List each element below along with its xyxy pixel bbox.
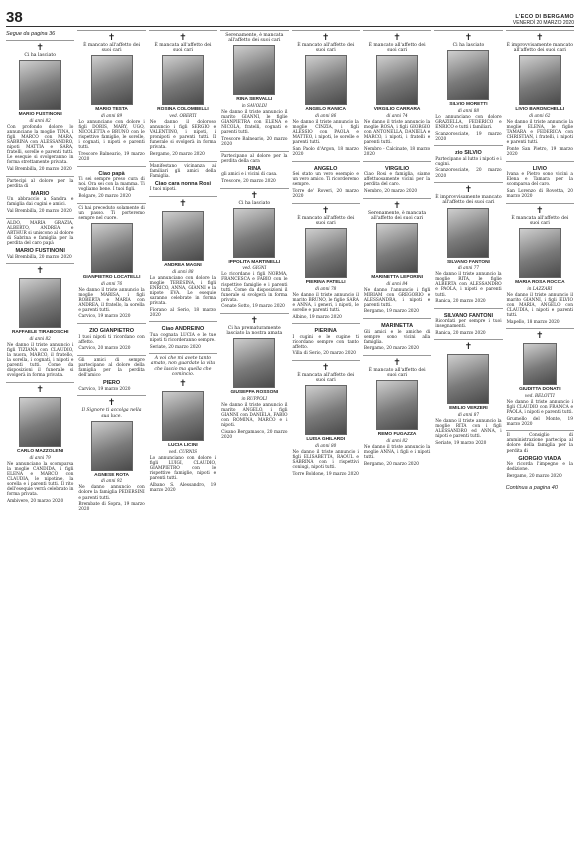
obituary-notice	[6, 263, 74, 382]
column-8	[506, 30, 574, 838]
deceased-name: GIUDITTA DONATI	[519, 387, 561, 393]
deceased-name: MARIO TESTA	[95, 107, 128, 113]
notice-place-date: Villa di Serio, 20 marzo 2020	[292, 351, 356, 357]
cross-icon: ✝	[179, 378, 187, 389]
cross-icon: ✝	[464, 342, 473, 353]
cross-icon: ✝	[393, 357, 401, 368]
deceased-age: di anni 80	[315, 442, 337, 448]
cross-icon: ✝	[321, 33, 330, 43]
notice-text: Un abbraccio a Sandra e famiglia dai cugini e amici.	[7, 197, 74, 208]
deceased-name: VIRGILIO CARRARA	[373, 107, 421, 113]
notice-intro: Ci ha prematuramente lasciato la nostra amata	[226, 325, 283, 337]
portrait-photo	[305, 55, 347, 105]
portrait-photo	[447, 208, 489, 258]
notice-place-date: Seriate, 19 marzo 2020	[435, 440, 487, 446]
condolence-notice	[292, 161, 360, 203]
deceased-age: di anni 82	[29, 335, 51, 341]
notice-body: Ne danno il doloroso annuncio i figli SERGIO e VALENTINO, i nipoti, i pronipoti e parenti tutti. Il funerale si svolgerà in forma privata.	[149, 120, 217, 151]
notice-intro: È mancato all'affetto dei suoi cari	[297, 43, 355, 54]
deceased-name: GIORGIO VIADA	[518, 455, 562, 462]
cross-icon: ✝	[36, 43, 44, 53]
notice-body: Lo annunciano con dolore i figli DORIS, MARY, UGO, NICOLETTA e BRUNO con le rispettive famiglie, le sorelle, i cognati, i nipoti e parenti tutti.	[78, 120, 145, 151]
notice-intro: È mancata all'affetto dei suoi cari	[511, 215, 569, 226]
notice-heading: Ciao cara nonna Rosi	[154, 180, 212, 187]
notice-place-date: Fiorano al Serio, 18 marzo 2020	[149, 307, 217, 318]
deceased-name: ANDREA MAGNI	[164, 263, 202, 269]
cross-icon: ✝	[179, 199, 187, 210]
cross-icon: ✝	[464, 185, 473, 196]
notice-intro: È mancato all'affetto dei suoi cari	[83, 43, 141, 54]
portrait-photo	[19, 397, 61, 447]
column-6	[363, 30, 431, 838]
obituary-notice	[77, 395, 145, 515]
deceased-name: RINA SERVALLI	[236, 97, 273, 103]
deceased-age: ved. OBERTI	[169, 113, 197, 118]
portrait-photo	[91, 223, 133, 273]
portrait-photo	[91, 55, 133, 105]
deceased-name: LIVIO BARONCHELLI	[515, 107, 565, 113]
obituary-notice	[77, 203, 145, 323]
notice-place-date: Nembro - Calcinate, 18 marzo 2020	[363, 146, 431, 158]
portrait-photo	[233, 208, 275, 258]
deceased-name: GIUSEPPA ROSSONI	[230, 390, 279, 396]
condolence-notice	[292, 323, 360, 360]
notice-body: Con profondo dolore lo annunciano la moglie TINA, i figli MARCO con MARA, SABRINA con ALESSANDRO, nipoti MATTIA e SARA, fratelli, sorelle e parenti tutti. Le esequie si svolgeranno in forma strettamente privata.	[7, 124, 74, 166]
deceased-age: di anni 87	[457, 412, 480, 418]
deceased-name: ROSINA COLOMBELLI	[157, 107, 209, 113]
column-3	[149, 30, 217, 838]
notice-body: I tuoi nipoti ti ricordano con affetto.	[78, 334, 145, 345]
condolence-notice	[220, 151, 288, 188]
notice-intro: È mancata all'affetto dei suoi cari	[297, 372, 355, 384]
deceased-name: ANGELO RANICA	[305, 107, 346, 113]
deceased-age: di anni 86	[315, 113, 337, 118]
notice-body: Gli amici e le amiche di sempre sono vicini alla famiglia.	[363, 329, 431, 345]
notice-body: Lo annunciano con dolore la moglie TERESINA, i figli ENRICO, ANNA, GIANNI e la nipote EVA. Le esequie saranno celebrate in forma privata.	[149, 275, 217, 307]
cross-icon: ✝	[36, 266, 44, 277]
obituary-notice	[149, 196, 217, 321]
notice-place-date: Nembro, 20 marzo 2020	[363, 188, 418, 194]
condolence-notice	[6, 218, 74, 264]
deceased-age: di anni 82	[29, 117, 51, 123]
deceased-age: di anni 62	[529, 113, 551, 118]
portrait-photo	[162, 211, 204, 261]
notice-body: Ciao Rosi e famiglia, siamo affettuosamente vicini per la perdita del caro.	[363, 172, 431, 188]
masthead	[6, 4, 574, 27]
obituary-notice	[363, 355, 431, 470]
deceased-name: AGNESE ROTA	[94, 472, 129, 478]
obituary-notice	[363, 198, 431, 318]
notice-place-date: Carvico, 19 marzo 2020	[78, 386, 131, 392]
deceased-name: Ciao ANDREINO	[161, 326, 205, 333]
deceased-age: ved. CURNIS	[168, 448, 198, 454]
portrait-photo	[162, 55, 204, 105]
deceased-name: zio SILVIO	[455, 150, 482, 157]
portrait-photo	[162, 391, 204, 441]
notice-body: Ne danno il triste annuncio la moglie CINZIA, i figli ALESSIO con PAOLA e MATTEO, i nipoti, le sorelle e parenti tutti.	[292, 120, 359, 146]
obituary-notice	[149, 30, 217, 161]
notice-place-date: Val Brembilla, 20 marzo 2020	[7, 167, 72, 173]
portrait-photo	[376, 380, 418, 430]
cross-icon: ✝	[321, 362, 330, 373]
notice-place-date: Torre de' Roveri, 20 marzo 2020	[292, 188, 359, 200]
portrait-photo	[233, 45, 275, 95]
notice-text: Ne ricorda l'impegno e la dedizione.	[506, 462, 573, 473]
notice-place-date: Ponte San Pietro, 19 marzo 2020	[506, 146, 573, 158]
column-1	[6, 30, 74, 838]
deceased-age: di anni 79	[29, 454, 51, 460]
condolence-notice	[506, 430, 574, 482]
notice-body: Ne danno il triste annuncio la moglie RITA con i figli ALESSANDRO ed ANNA, i nipoti e parenti tutti.	[435, 419, 502, 440]
obituary-notice	[149, 353, 217, 496]
notice-quote: A voi che mi avete tanto amato, non guardate la vita che lascio ma quella che comincio.	[150, 356, 216, 377]
portrait-photo	[519, 55, 561, 105]
obituary-notice	[506, 328, 574, 430]
portrait-photo	[19, 60, 61, 110]
deceased-name: VIRGILIO	[384, 165, 410, 172]
deceased-age: di anni 74	[386, 113, 408, 118]
cross-icon: ✝	[393, 200, 401, 211]
notice-body: Ne danno il triste annuncio il marito BRUNO, le figlie SARA e ANNA, i generi, i nipoti, le sorelle e parenti tutti.	[292, 292, 359, 313]
notice-place-date: Grumello del Monte, 19 marzo 2020	[506, 416, 573, 427]
portrait-photo	[376, 55, 418, 105]
portrait-photo	[447, 50, 489, 100]
deceased-name: MARIO FUSTINONI	[15, 248, 65, 255]
cross-icon: ✝	[393, 33, 401, 43]
notice-place-date: Torre Boldone, 19 marzo 2020	[292, 471, 359, 477]
notice-place-date: Bergamo, 20 marzo 2020	[149, 152, 205, 158]
condolence-notice	[363, 161, 431, 198]
condolence-notice	[77, 166, 145, 203]
obituary-notice	[220, 188, 288, 313]
notice-place-date: Trescore, 20 marzo 2020	[221, 178, 276, 184]
notice-text: Ne danno il triste annuncio la moglie MARISA, i figli ROBERTA e MARIA con ANDREA, il fratello, la sorella e parenti tutti.	[78, 287, 145, 313]
notice-place-date: Bergamo, 19 marzo 2020	[363, 309, 420, 315]
issue-date: VENERDÌ 20 MARZO 2020	[512, 20, 574, 26]
notice-place-date: Ranica, 20 marzo 2020	[435, 299, 486, 305]
notice-place-date: San Paolo d'Argon, 18 marzo 2020	[292, 146, 359, 158]
cross-icon: ✝	[536, 33, 544, 43]
deceased-name: MARINETTA	[381, 323, 414, 329]
obituary-notice	[220, 313, 288, 444]
portrait-photo	[233, 338, 275, 388]
obituary-notice	[292, 360, 360, 480]
deceased-age: di anni 88	[172, 268, 194, 274]
deceased-name: CARLO MAZZOLENI	[17, 448, 64, 454]
deceased-name: GIANPIETRO LOCATELLI	[82, 274, 141, 280]
deceased-name: LUCIA LICINI	[168, 442, 198, 448]
notice-place-date: Bergamo, 20 marzo 2020	[363, 346, 420, 352]
notice-place-date: Carvico, 20 marzo 2020	[78, 346, 131, 352]
obituary-notice	[292, 203, 360, 323]
notice-body: Partecipano al dolore per la perdita della cara	[221, 153, 288, 164]
notice-body: Lo ricordano i figli NORMA, FRANCESCA e FABIO con le rispettive famiglie e i parenti tutti. Come da disposizioni il funerale si svolgerà in forma privata.	[221, 272, 288, 303]
notice-body: Ne danno il triste annuncio i figli ELISABETTA, RAOUL e SABRINA con i rispettivi coniugi, nipoti tutti.	[292, 449, 359, 471]
notice-intro: Ci ha lasciato	[452, 43, 485, 48]
notice-body: Ricordati per sempre i tuoi insegnamenti.	[435, 319, 502, 330]
condolence-notice	[434, 145, 502, 182]
notice-body: Ne annunciano la scomparsa la moglie CANDIDA, i figli ELENA e MARCO con CLAUDIA, le nipotine, la sorella e i parenti tutti. Il rito dell'esequie verrà celebrato in forma privata.	[7, 461, 74, 498]
newspaper-name: L'ECO DI BERGAMO	[515, 14, 574, 20]
notice-body: Sei stato un vero esempio e un vero amico. Ti ricorderemo sempre.	[292, 172, 359, 188]
notice-body: ALDO, MARIA GRAZIA, ALBERTO, ANDREA e ARTHUR si uniscono al dolore di Sabrina e famiglia per la perdita del caro papà	[7, 220, 74, 246]
notice-intro: È mancato all'affetto dei suoi cari	[297, 215, 355, 226]
notice-body: Ne danno il triste annuncio il marito ANGELO, i figli GIANNI con DANIELA, FABIO con ROMINA, MARCO e i nipoti.	[221, 402, 288, 429]
notice-intro: È mancato all'affetto dei suoi cari	[368, 43, 426, 54]
continued-on-note: Continua a pagina 40	[505, 485, 558, 492]
deceased-name: ZIO GIANPIETRO	[89, 328, 135, 335]
notice-place-date: San Lorenzo di Rovetta, 20 marzo 2020	[506, 188, 573, 200]
obituary-columns	[6, 30, 574, 838]
obituary-notice	[220, 30, 288, 151]
deceased-age: di anni 88	[457, 107, 480, 113]
cross-icon: ✝	[321, 205, 330, 216]
notice-text: Ti sei sempre preso cura di noi. Ora sei con la mamma. Ti vogliamo bene. I tuoi figli.	[78, 177, 145, 193]
notice-intro: Ci ha lasciato	[24, 53, 56, 58]
portrait-photo	[376, 223, 418, 273]
portrait-photo	[305, 228, 347, 278]
notice-body: Ne danno il triste annuncio la moglie RITA, le figlie ALBERTA con ALESSANDRO e PAOLA, i nipoti e parenti tutti.	[435, 272, 502, 298]
notice-heading: Ciao papà	[98, 170, 125, 177]
obituary-notice	[363, 30, 431, 161]
deceased-name: PIERINA PATELLI	[305, 280, 346, 286]
notice-body: Manifestano vicinanza ai familiari gli amici della Famiglia.	[149, 163, 217, 179]
cross-icon: ✝	[250, 190, 259, 201]
deceased-name: ANGELO	[313, 165, 338, 172]
cross-icon: ✝	[250, 315, 259, 326]
deceased-age: di anni 92	[100, 478, 123, 484]
deceased-name: SILVANO FANTONI	[443, 312, 494, 319]
cross-icon: ✝	[107, 33, 116, 43]
obituary-notice	[434, 182, 502, 308]
obituary-notice	[434, 339, 502, 449]
notice-place-date: Bergamo, 20 marzo 2020	[506, 473, 562, 479]
deceased-name: MARIO	[31, 190, 50, 197]
notice-body: Gli amici di sempre partecipano al dolore della famiglia per la perdita dell'amico	[78, 357, 145, 379]
portrait-photo	[91, 421, 133, 471]
deceased-name: IPPOLITA MARTINELLI	[228, 259, 281, 265]
obituary-notice	[434, 30, 502, 145]
notice-body: Ci hai preceduto solamente di un passo. Ti porteremo sempre nel cuore.	[78, 205, 145, 221]
notice-place-date: Cisano Bergamasco, 20 marzo 2020	[221, 429, 288, 441]
notice-place-date: Trescore Balneario, 19 marzo 2020	[78, 152, 145, 163]
portrait-photo	[519, 228, 561, 278]
condolence-notice	[506, 161, 574, 203]
deceased-age: di anni 82	[386, 437, 408, 443]
notice-intro: Serenamente, è mancata all'affetto dei suoi cari	[368, 210, 427, 221]
deceased-age: di anni 77	[457, 265, 480, 271]
notice-body: Ne danno il triste annuncio la moglie ELENA, le figlie TAMARA e FEDERICA con CHRISTIAN, i fratelli, i nipoti e parenti tutti.	[506, 120, 573, 146]
notice-place-date: Val Brembilla, 20 marzo 2020	[7, 254, 72, 260]
notice-intro: È mancato all'affetto dei suoi cari	[368, 367, 426, 379]
deceased-age: ved. GIGNI	[242, 265, 267, 271]
notice-body: Lo annunciano con dolore i figli LUIGI, CLAUDIO, GIAMPIETRO con le rispettive famiglie, nipoti e parenti tutti.	[149, 455, 217, 481]
notice-body: Il Consiglio di amministrazione partecipa al dolore della famiglia per la perdita di	[506, 433, 573, 454]
deceased-name: MARINETTA LEPORINI	[371, 274, 423, 280]
notice-body: Partecipano al lutto i nipoti e i cugini.	[435, 156, 502, 167]
notice-intro: È improvvisamente mancato all'affetto dei suoi cari	[435, 195, 502, 206]
condolence-notice	[77, 323, 145, 355]
condolence-notice	[149, 161, 217, 196]
obituary-notice	[6, 382, 74, 507]
masthead-right	[513, 14, 574, 26]
notice-place-date: Seriate, 20 marzo 2020	[149, 344, 201, 350]
deceased-name: MARIA ROSA ROCCA	[515, 280, 565, 286]
deceased-name: EMILIO VERZERI	[449, 406, 488, 412]
column-2	[77, 30, 145, 838]
notice-place-date: Bolgare, 20 marzo 2020	[78, 194, 131, 200]
condolence-notice	[149, 321, 217, 353]
notice-body: Ivana e Pietro sono vicini a Elena e Tamara per la scomparsa del caro.	[506, 172, 573, 188]
notice-place-date: Bergamo, 20 marzo 2020	[363, 461, 420, 467]
notice-body: Lo annunciano con dolore GRAZIELLA, FEDERICO e ENRICO e tutti i familiari.	[435, 114, 502, 130]
column-4	[220, 30, 288, 838]
obituary-notice	[506, 30, 574, 161]
deceased-age: di anni 84	[386, 280, 408, 286]
notice-place-date: Val Brembilla, 20 marzo 2020	[7, 209, 72, 215]
notice-intro: Serenamente, è mancata all'affetto dei suoi cari	[225, 33, 284, 44]
cross-icon: ✝	[464, 33, 473, 43]
deceased-name: LUISA GHILARDI	[306, 437, 346, 443]
deceased-name: PIERO	[103, 380, 121, 387]
notice-body: Ne danno il triste annuncio i figli TIZIANA con CLAUDIO, la nuora, MARCO, il fratello, la sorella, i cognati, i nipoti e parenti tutti. Come da disposizioni il funerale si svolgerà in forma privata.	[7, 342, 74, 379]
cross-icon: ✝	[107, 398, 116, 409]
notice-intro: Ci ha lasciato	[238, 200, 271, 206]
condolence-notice	[6, 176, 74, 218]
condolence-notice	[434, 308, 502, 340]
deceased-name: MARIO FUSTINONI	[18, 112, 62, 118]
notice-body: Ne danno il triste annuncio il marito GIANNI, le figlie GIANPIETRA con ELENA e NICOLA, fratelli, cognati e parenti tutti.	[221, 110, 288, 136]
deceased-name: RAFFAELE TIRABOSCHI	[11, 330, 69, 336]
notice-place-date: Brembate di Sopra, 19 marzo 2020	[78, 502, 145, 513]
notice-body: Tua cognata LUCIA e le tue nipoti ti ricorderanno sempre.	[149, 332, 217, 343]
notice-quote: Il Signore ti accolga nella sua luce.	[81, 408, 142, 419]
portrait-photo	[447, 354, 489, 404]
notice-body: Ne danno annuncio con dolore la famiglia PEDERSINI e parenti tutti.	[78, 485, 145, 501]
deceased-age: di anni 89	[100, 113, 123, 118]
deceased-name: PIERINA	[314, 328, 337, 335]
notice-place-date: Albino, 19 marzo 2020	[292, 314, 342, 320]
deceased-age: di anni 76	[100, 280, 123, 286]
portrait-photo	[305, 385, 347, 435]
deceased-age: in RUPPOLI	[241, 395, 268, 401]
condolence-notice	[77, 355, 145, 395]
notice-text: gli amici e i vicini di casa.	[221, 172, 278, 178]
notice-place-date: Carvico, 19 marzo 2020	[78, 314, 131, 320]
notice-place-date: Trescore Balneario, 20 marzo 2020	[221, 136, 288, 148]
notice-body: Ne danno il triste annuncio la moglie ANNA, i figli e i nipoti tutti.	[363, 444, 431, 461]
notice-place-date: Scanzorosciate, 19 marzo 2020	[435, 131, 502, 142]
deceased-age: ved. BELOTTI	[524, 392, 555, 398]
obituary-notice	[506, 203, 574, 329]
notice-place-date: Ambivere, 20 marzo 2020	[7, 498, 64, 504]
notice-place-date: Cenate Sotto, 19 marzo 2020	[221, 304, 285, 310]
notice-body: Partecipi al dolore per la perdita di	[7, 178, 74, 189]
deceased-name: SILVIO MORETTI	[449, 102, 488, 108]
notice-place-date: Ranica, 20 marzo 2020	[435, 330, 486, 336]
deceased-name: LIVIO	[532, 165, 547, 172]
notice-body: Ne danno il triste annuncio la moglie ROSA, i figli GIORGIO con ANTONELLA, DANIELA e MARCO, i nipoti, i fratelli e parenti tutti.	[363, 120, 431, 146]
obituary-notice	[77, 30, 145, 166]
deceased-name: SILVANO FANTONI	[446, 259, 490, 265]
notice-intro: È improvvisamente mancato all'affetto dei suoi cari	[506, 43, 573, 54]
deceased-name: REMO FUGAZZA	[377, 432, 417, 438]
condolence-notice	[363, 318, 431, 355]
deceased-name: RINA	[247, 165, 262, 172]
deceased-age: in LAZZARI	[527, 285, 553, 291]
portrait-photo	[523, 343, 557, 385]
deceased-age: in SAVOLDI	[241, 103, 267, 108]
notice-place-date: Mapello, 18 marzo 2020	[506, 319, 560, 325]
notice-place-date: Scanzorosciate, 20 marzo 2020	[435, 168, 502, 179]
cross-icon: ✝	[536, 205, 544, 216]
notice-body: Ne danno l'annuncio i figli MIRIAM con GREGORIO e ALESSANDRA, i nipoti e parenti tutti.	[363, 287, 431, 308]
cross-icon: ✝	[179, 33, 187, 43]
portrait-photo	[19, 278, 61, 328]
column-7	[434, 30, 502, 838]
cross-icon: ✝	[36, 384, 44, 395]
notice-intro: È mancata all'affetto dei suoi cari	[154, 43, 212, 54]
obituary-notice	[292, 30, 360, 161]
deceased-age: di anni 78	[315, 285, 337, 291]
page-number: 38	[6, 9, 23, 26]
notice-body: Ne danno il triste annuncio i figli CLAUDIO con FRANCA e PAOLA, i nipoti e parenti tutti.	[506, 399, 573, 415]
cross-icon: ✝	[536, 331, 544, 342]
column-5	[292, 30, 360, 838]
obituary-notice	[6, 40, 74, 176]
notice-text: I tuoi nipoti.	[149, 187, 177, 193]
notice-body: I cugini e le cugine ti ricordano sempre con tanto affetto.	[292, 334, 359, 350]
continued-from-note: Segue da pagina 36	[6, 31, 56, 37]
notice-body: Ne danno il triste annuncio il marito GIANNI, i figli ELVIO con MARIA, ANGELO con CLAUDIA, i nipoti e parenti tutti.	[506, 292, 573, 318]
notice-place-date: Albano S. Alessandro, 19 marzo 2020	[149, 482, 217, 493]
